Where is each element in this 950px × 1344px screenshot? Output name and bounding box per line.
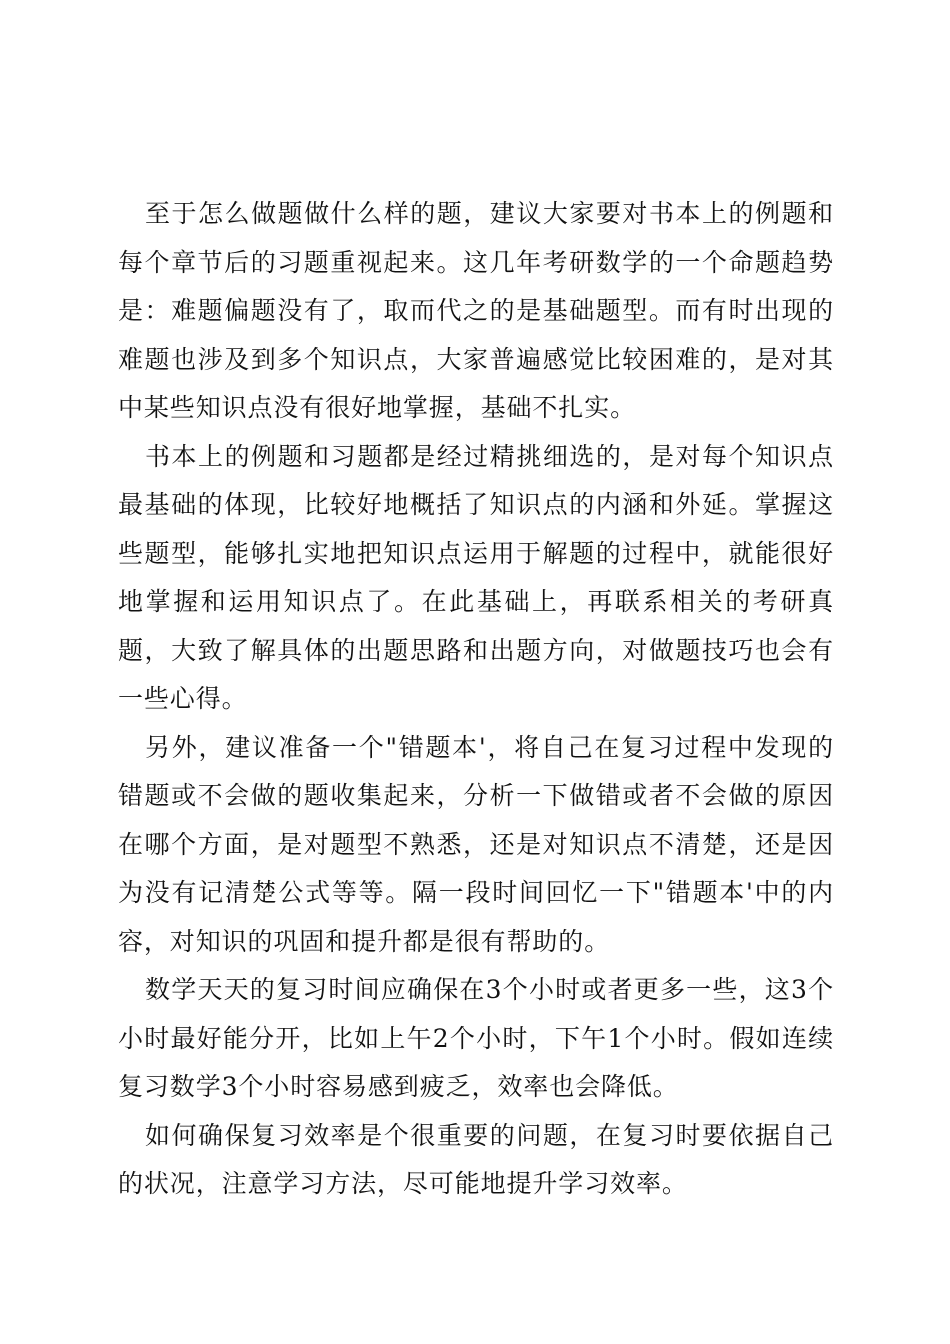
- paragraph-1: 至于怎么做题做什么样的题，建议大家要对书本上的例题和每个章节后的习题重视起来。这几年考研数学的一个命题趋势是：难题偏题没有了，取而代之的是基础题型。而有时出现的难题也涉及到多个知识点，大家普遍感觉比较困难的，是对其中某些知识点没有很好地掌握，基础不扎实。: [118, 199, 834, 422]
- paragraph-2: 书本上的例题和习题都是经过精挑细选的，是对每个知识点最基础的体现，比较好地概括了知识点的内涵和外延。掌握这些题型，能够扎实地把知识点运用于解题的过程中，就能很好地掌握和运用知识点了。在此基础上，再联系相关的考研真题，大致了解具体的出题思路和出题方向，对做题技巧也会有一些心得。: [118, 441, 834, 713]
- paragraph-3: 另外，建议准备一个"错题本'，将自己在复习过程中发现的错题或不会做的题收集起来，分析一下做错或者不会做的原因在哪个方面，是对题型不熟悉，还是对知识点不清楚，还是因为没有记清楚公式等等。隔一段时间回忆一下"错题本'中的内容，对知识的巩固和提升都是很有帮助的。: [118, 732, 834, 956]
- paragraph-5: 如何确保复习效率是个很重要的问题，在复习时要依据自己的状况，注意学习方法，尽可能地提升学习效率。: [118, 1120, 834, 1198]
- document-body: [118, 190, 834, 1209]
- paragraph-4: 数学天天的复习时间应确保在3个小时或者更多一些，这3个小时最好能分开，比如上午2个小时，下午1个小时。假如连续复习数学3个小时容易感到疲乏，效率也会降低。: [118, 975, 834, 1101]
